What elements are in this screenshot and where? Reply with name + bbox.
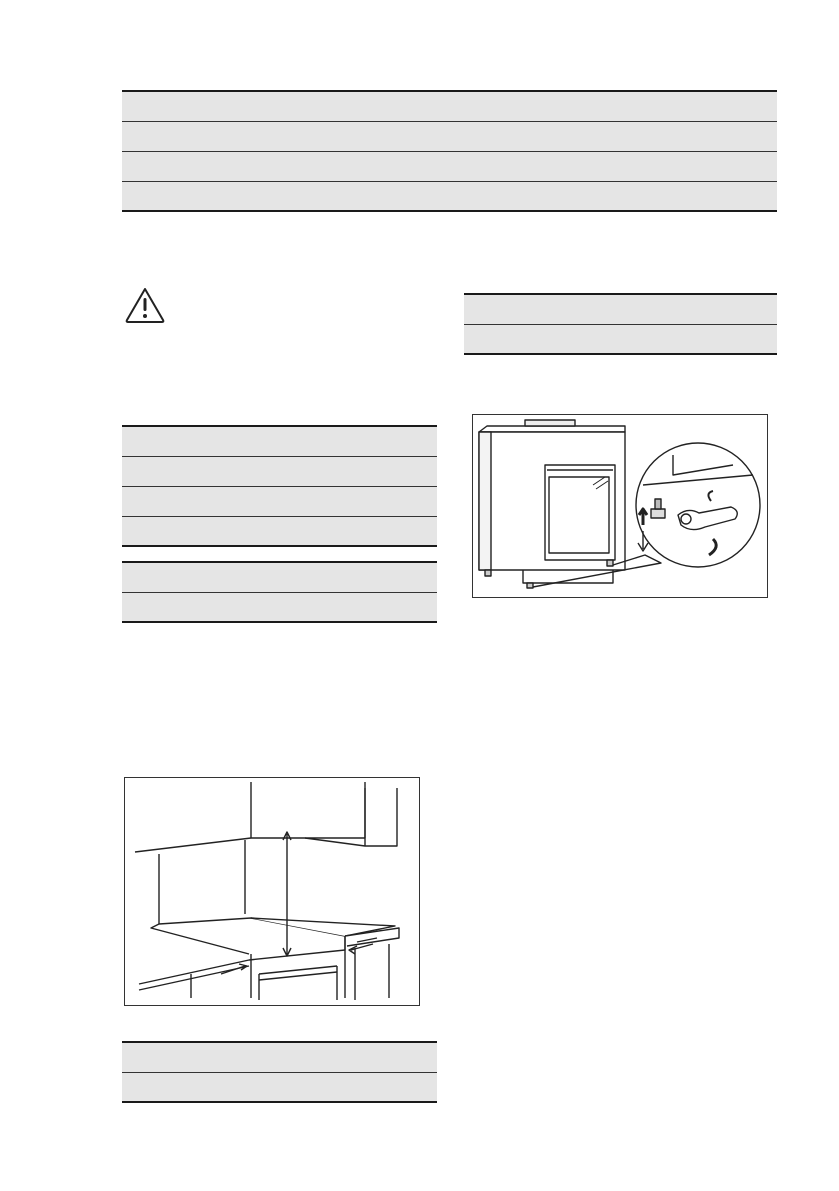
table-row xyxy=(122,1043,437,1073)
right-table xyxy=(464,293,777,355)
table-row xyxy=(122,122,777,152)
table-row xyxy=(122,593,437,623)
cooker-installation-between-cabinets-illustration xyxy=(124,777,420,1006)
table-row xyxy=(122,92,777,122)
table-row xyxy=(122,547,437,563)
top-table xyxy=(122,90,777,212)
table-row xyxy=(122,563,437,593)
left-table xyxy=(122,425,437,623)
table-row xyxy=(122,487,437,517)
table-row xyxy=(464,295,777,325)
table-row xyxy=(122,152,777,182)
table-row xyxy=(122,517,437,547)
table-row xyxy=(464,325,777,355)
table-row xyxy=(122,182,777,212)
table-row xyxy=(122,457,437,487)
cooker-leveling-feet-illustration xyxy=(472,414,768,598)
warning-icon xyxy=(124,286,166,329)
bottom-table xyxy=(122,1041,437,1103)
table-row xyxy=(122,1073,437,1103)
table-row xyxy=(122,427,437,457)
